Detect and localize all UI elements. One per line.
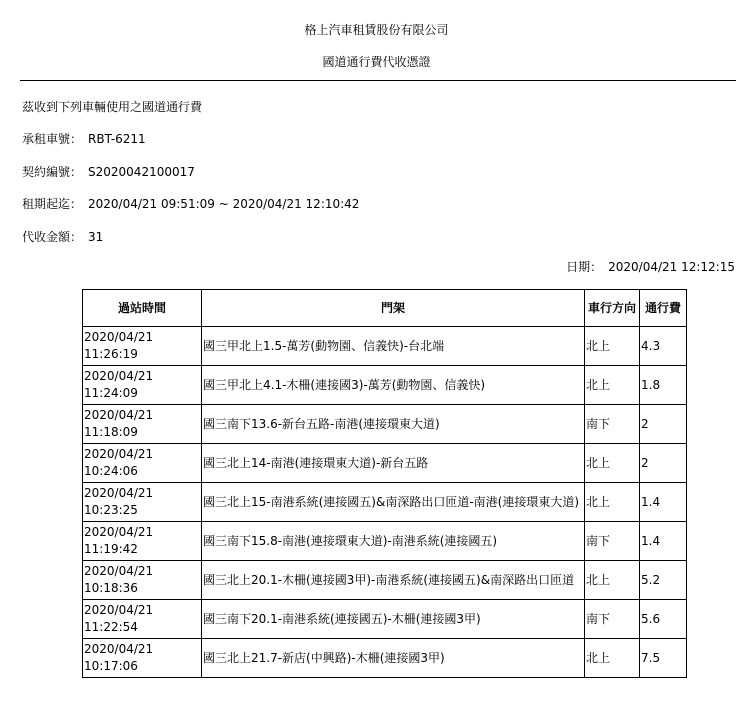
- row-direction: 北上: [585, 639, 640, 678]
- table-header-row: [83, 290, 687, 327]
- row-direction: 南下: [585, 600, 640, 639]
- header-direction: 車行方向: [585, 290, 640, 327]
- intro-text: 茲收到下列車輛使用之國道通行費: [22, 100, 203, 114]
- toll-table-body: [83, 327, 687, 678]
- row-direction: 北上: [585, 327, 640, 366]
- row-fee: 7.5: [640, 639, 687, 678]
- row-gantry: 國三南下15.8-南港(連接環東大道)-南港系統(連接國五): [202, 522, 585, 561]
- table-row: [83, 444, 687, 483]
- row-time: 2020/04/21 11:18:09: [83, 405, 202, 444]
- row-fee: 2: [640, 444, 687, 483]
- row-fee: 2: [640, 405, 687, 444]
- row-time: 2020/04/21 10:17:06: [83, 639, 202, 678]
- rental-period-field: [22, 195, 359, 212]
- row-gantry: 國三甲北上1.5-萬芳(動物園、信義快)-台北端: [202, 327, 585, 366]
- table-row: [83, 483, 687, 522]
- row-fee: 1.4: [640, 522, 687, 561]
- plate-label: 承租車號：: [22, 132, 83, 146]
- row-direction: 南下: [585, 405, 640, 444]
- row-fee: 1.4: [640, 483, 687, 522]
- amount-value: 31: [88, 230, 104, 244]
- contract-label: 契約編號：: [22, 165, 83, 179]
- row-time: 2020/04/21 11:24:09: [83, 366, 202, 405]
- table-row: [83, 405, 687, 444]
- row-time: 2020/04/21 11:22:54: [83, 600, 202, 639]
- header-fee: 通行費: [640, 290, 687, 327]
- row-fee: 4.3: [640, 327, 687, 366]
- table-row: [83, 522, 687, 561]
- row-fee: 5.2: [640, 561, 687, 600]
- row-time: 2020/04/21 10:24:06: [83, 444, 202, 483]
- amount-field: [22, 228, 103, 245]
- row-time: 2020/04/21 11:19:42: [83, 522, 202, 561]
- print-date-value: 2020/04/21 12:12:15: [608, 260, 735, 274]
- row-direction: 南下: [585, 522, 640, 561]
- row-direction: 北上: [585, 561, 640, 600]
- row-direction: 北上: [585, 483, 640, 522]
- row-gantry: 國三北上14-南港(連接環東大道)-新台五路: [202, 444, 585, 483]
- row-gantry: 國三北上20.1-木柵(連接國3甲)-南港系統(連接國五)&南深路出口匝道: [202, 561, 585, 600]
- header-gantry: 門架: [202, 290, 585, 327]
- contract-field: [22, 163, 195, 180]
- amount-label: 代收金額：: [22, 230, 83, 244]
- plate-value: RBT-6211: [88, 132, 146, 146]
- row-direction: 北上: [585, 444, 640, 483]
- table-row: [83, 639, 687, 678]
- table-row: [83, 366, 687, 405]
- row-gantry: 國三北上15-南港系統(連接國五)&南深路出口匝道-南港(連接環東大道): [202, 483, 585, 522]
- company-name: 格上汽車租賃股份有限公司: [304, 23, 449, 37]
- row-gantry: 國三甲北上4.1-木柵(連接國3)-萬芳(動物園、信義快): [202, 366, 585, 405]
- document-title: 國道通行費代收憑證: [322, 55, 431, 69]
- row-gantry: 國三南下13.6-新台五路-南港(連接環東大道): [202, 405, 585, 444]
- table-row: [83, 600, 687, 639]
- row-gantry: 國三北上21.7-新店(中興路)-木柵(連接國3甲): [202, 639, 585, 678]
- row-fee: 5.6: [640, 600, 687, 639]
- row-direction: 北上: [585, 366, 640, 405]
- row-time: 2020/04/21 10:18:36: [83, 561, 202, 600]
- table-row: [83, 561, 687, 600]
- row-fee: 1.8: [640, 366, 687, 405]
- rental-period-value: 2020/04/21 09:51:09 ~ 2020/04/21 12:10:42: [88, 197, 360, 211]
- plate-field: [22, 130, 146, 147]
- rental-period-label: 租期起迄：: [22, 197, 83, 211]
- row-time: 2020/04/21 11:26:19: [83, 327, 202, 366]
- print-date-label: 日期：: [566, 260, 603, 274]
- contract-value: S2020042100017: [88, 165, 195, 179]
- row-time: 2020/04/21 10:23:25: [83, 483, 202, 522]
- toll-table: [82, 289, 687, 678]
- header-divider: [20, 80, 736, 81]
- table-row: [83, 327, 687, 366]
- row-gantry: 國三南下20.1-南港系統(連接國五)-木柵(連接國3甲): [202, 600, 585, 639]
- header-time: 過站時間: [83, 290, 202, 327]
- print-date: [566, 258, 735, 275]
